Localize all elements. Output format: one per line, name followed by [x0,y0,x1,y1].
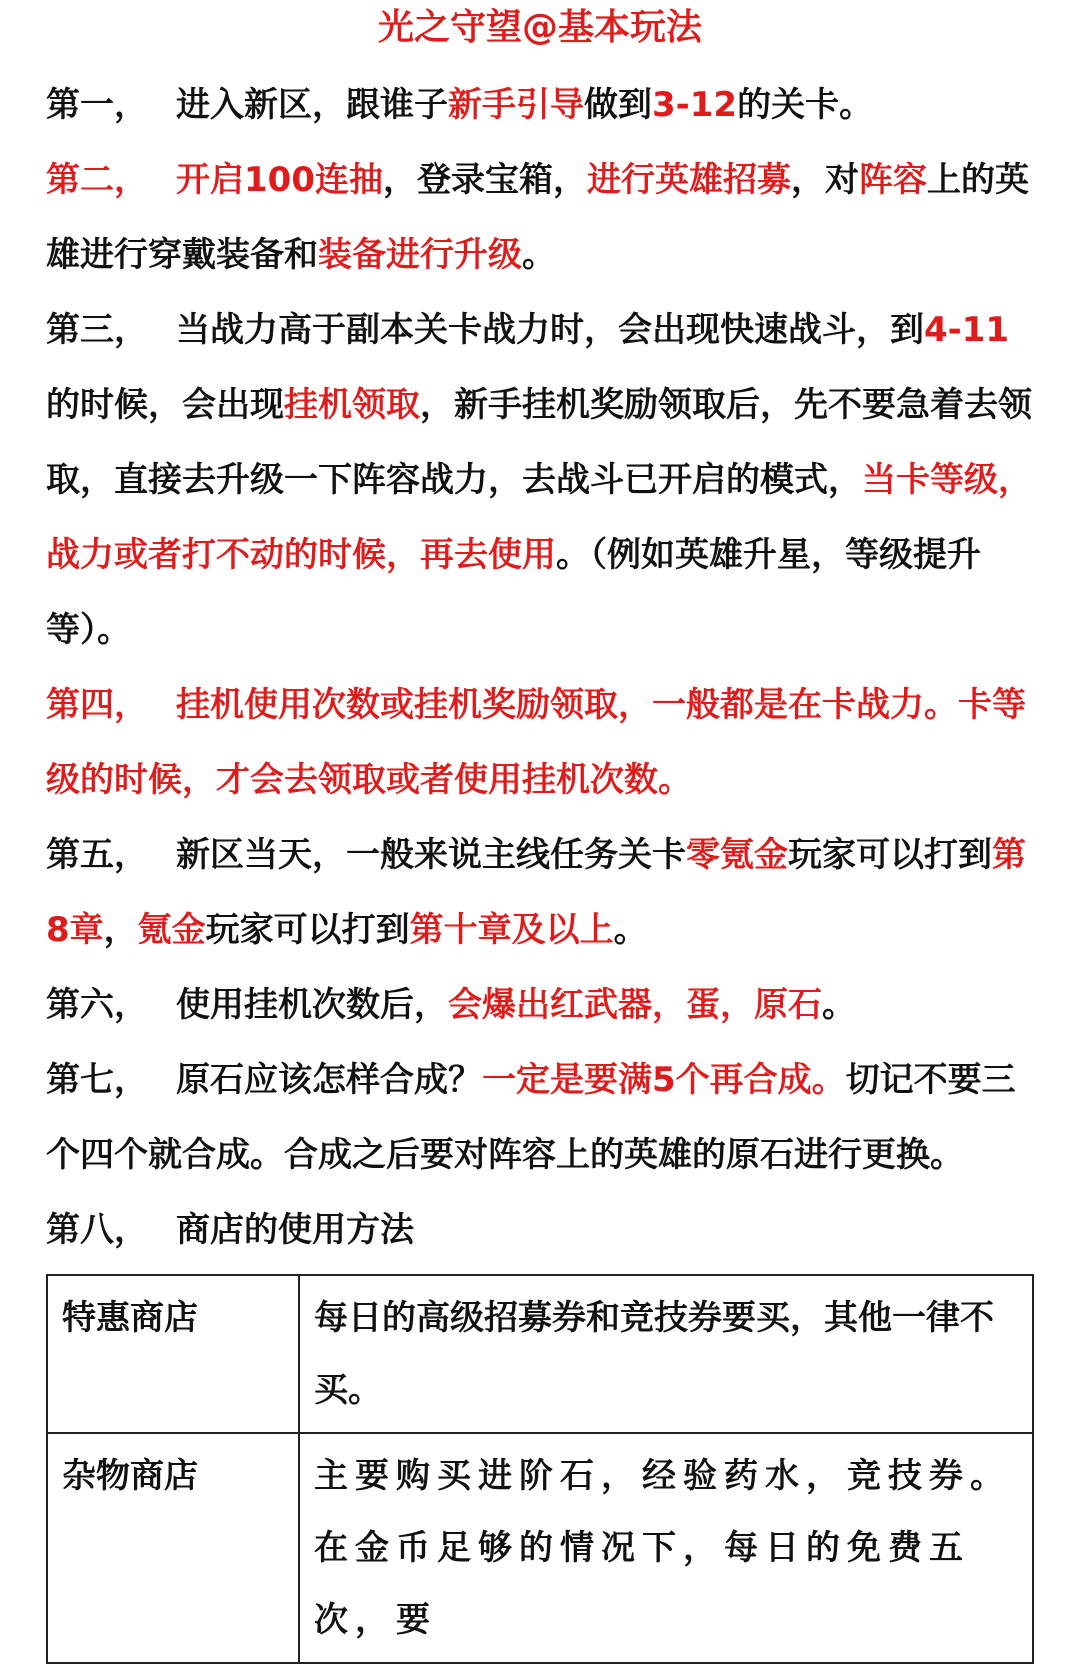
document-title: 光之守望@基本玩法 [377,7,702,48]
highlight-text: 3-12 [652,85,738,125]
body-text: ，新手挂机奖励领取后，先不要急着去领取，直接去升级一下阵容战力，去战斗已开启的模式， [46,385,1032,500]
section-label: 第四， [46,685,148,725]
body-text: 。 [522,235,556,275]
section-label: 第六， [46,985,148,1025]
shop-table [46,1274,1034,1664]
highlight-text: 阵容 [858,160,927,200]
body-text: 原石应该怎样合成？ [176,1060,482,1100]
body-text: ， [103,910,138,950]
section-label: 第三， [46,310,148,350]
section-paragraph [46,818,1034,968]
section-paragraph [46,1193,1034,1268]
highlight-text: 挂机领取 [284,385,420,425]
highlight-text: 第十章及以上 [409,910,614,950]
table-row [47,1275,1033,1433]
body-text: 玩家可以打到 [788,835,992,875]
highlight-text: 装备进行升级 [318,235,522,275]
highlight-text: 开启100连抽 [176,160,383,200]
body-text: 进入新区，跟谁子 [176,85,448,125]
body-text: 玩家可以打到 [205,910,410,950]
section-paragraph [46,1043,1034,1193]
body-text: 的时候，会出现 [46,385,284,425]
section-label: 第八， [46,1210,148,1250]
body-text: 。（例如英雄升星，等级提升等）。 [46,535,981,650]
highlight-text: 会爆出红武器，蛋，原石 [448,985,822,1025]
highlight-text: 新手引导 [448,85,584,125]
body-text: ，对 [790,160,859,200]
body-text: 切记不要三个四个就合成。合成之后要对阵容上的英雄的原石进行更换。 [46,1060,1016,1175]
body-text: 当战力高于副本关卡战力时，会出现快速战斗，到 [176,310,924,350]
table-row [47,1433,1033,1663]
highlight-text: 第8章 [46,835,1026,950]
section-label: 第七， [46,1060,148,1100]
section-paragraph [46,968,1034,1043]
body-text: 使用挂机次数后， [176,985,448,1025]
highlight-text: 零氪金 [686,835,788,875]
highlight-text: 一定是要满5个再合成。 [482,1060,846,1100]
body-text: 商店的使用方法 [176,1210,414,1250]
shop-desc-cell: 主要购买进阶石，经验药水，竞技券。在金币足够的情况下，每日的免费五次，要 [299,1433,1033,1663]
body-text: 的关卡。 [737,85,874,125]
section-label: 第一， [46,85,148,125]
body-text: 上的英雄进行穿戴装备和 [46,160,1029,275]
section-paragraph [46,68,1034,143]
highlight-text: 挂机使用次数或挂机奖励领取，一般都是在卡战力。卡等级的时候，才会去领取或者使用挂机次数。 [46,685,1026,800]
section-label: 第五， [46,835,148,875]
body-text: 做到 [584,85,652,125]
shop-name-cell: 杂物商店 [47,1433,299,1663]
document-page [0,2,1080,1654]
section-paragraph [46,668,1034,818]
guide-sections [46,68,1034,1268]
shop-name-cell: 特惠商店 [47,1275,299,1433]
body-text: 。 [613,910,648,950]
highlight-text: 4-11 [924,310,1010,350]
highlight-text: 当卡等级，战力或者打不动的时候，再去使用 [46,460,1032,575]
section-paragraph [46,293,1034,668]
section-label: 第二， [46,160,148,200]
highlight-text: 进行英雄招募 [586,160,791,200]
body-text: ，登录宝箱， [382,160,587,200]
shop-desc-cell: 每日的高级招募券和竞技券要买，其他一律不买。 [299,1275,1033,1433]
body-text: 。 [822,985,856,1025]
highlight-text: 氪金 [137,910,206,950]
body-text: 新区当天，一般来说主线任务关卡 [176,835,686,875]
section-paragraph [46,143,1034,293]
